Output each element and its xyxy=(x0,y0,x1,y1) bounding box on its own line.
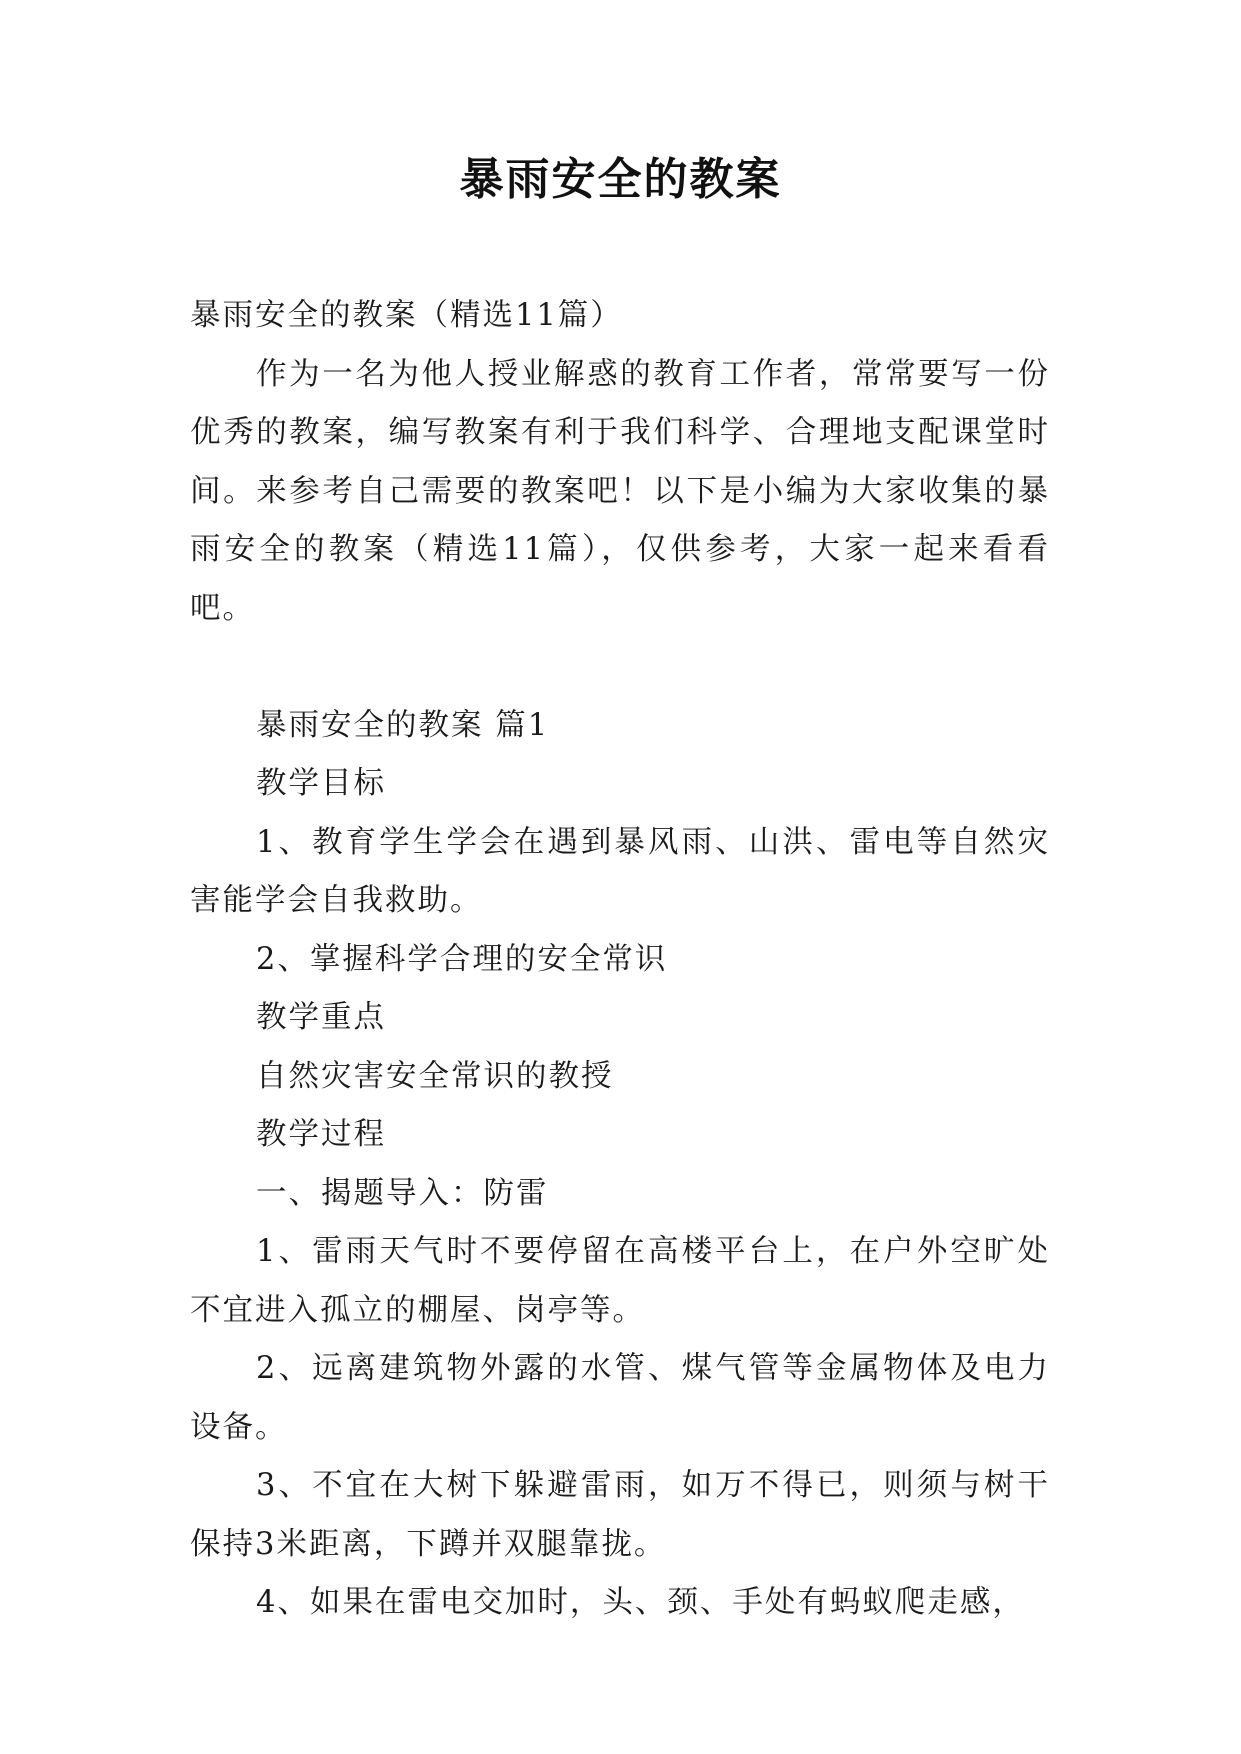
paragraph: 2、掌握科学合理的安全常识 xyxy=(256,941,668,977)
paragraph: 2、远离建筑物外露的水管、煤气管等金属物体及电力设备。 xyxy=(190,1351,1050,1445)
paragraph: 自然灾害安全常识的教授 xyxy=(256,1058,614,1094)
section-heading: 暴雨安全的教案 篇1 xyxy=(256,707,550,743)
paragraph: 1、教育学生学会在遇到暴风雨、山洪、雷电等自然灾害能学会自我救助。 xyxy=(190,824,1050,918)
paragraph-spacer xyxy=(190,638,1050,697)
paragraph: 1、雷雨天气时不要停留在高楼平台上，在户外空旷处不宜进入孤立的棚屋、岗亭等。 xyxy=(190,1234,1050,1328)
paragraph: 一、揭题导入：防雷 xyxy=(256,1175,549,1211)
paragraph: 4、如果在雷电交加时，头、颈、手处有蚂蚁爬走感， xyxy=(256,1585,1025,1620)
document-subtitle: 暴雨安全的教案（精选11篇） xyxy=(190,298,623,333)
document-title: 暴雨安全的教案 xyxy=(459,154,782,205)
paragraph: 3、不宜在大树下躲避雷雨，如万不得已，则须与树干保持3米距离，下蹲并双腿靠拢。 xyxy=(190,1468,1050,1562)
paragraph: 教学重点 xyxy=(256,1000,386,1035)
paragraph: 教学过程 xyxy=(256,1117,386,1152)
document-body xyxy=(190,287,1050,1633)
paragraph: 教学目标 xyxy=(256,766,386,801)
intro-paragraph: 作为一名为他人授业解惑的教育工作者，常常要写一份优秀的教案，编写教案有利于我们科学、合理地支配课堂时间。来参考自己需要的教案吧！以下是小编为大家收集的暴雨安全的教案（精选11篇），仅供参考，大家一起来看看吧。 xyxy=(190,356,1050,626)
